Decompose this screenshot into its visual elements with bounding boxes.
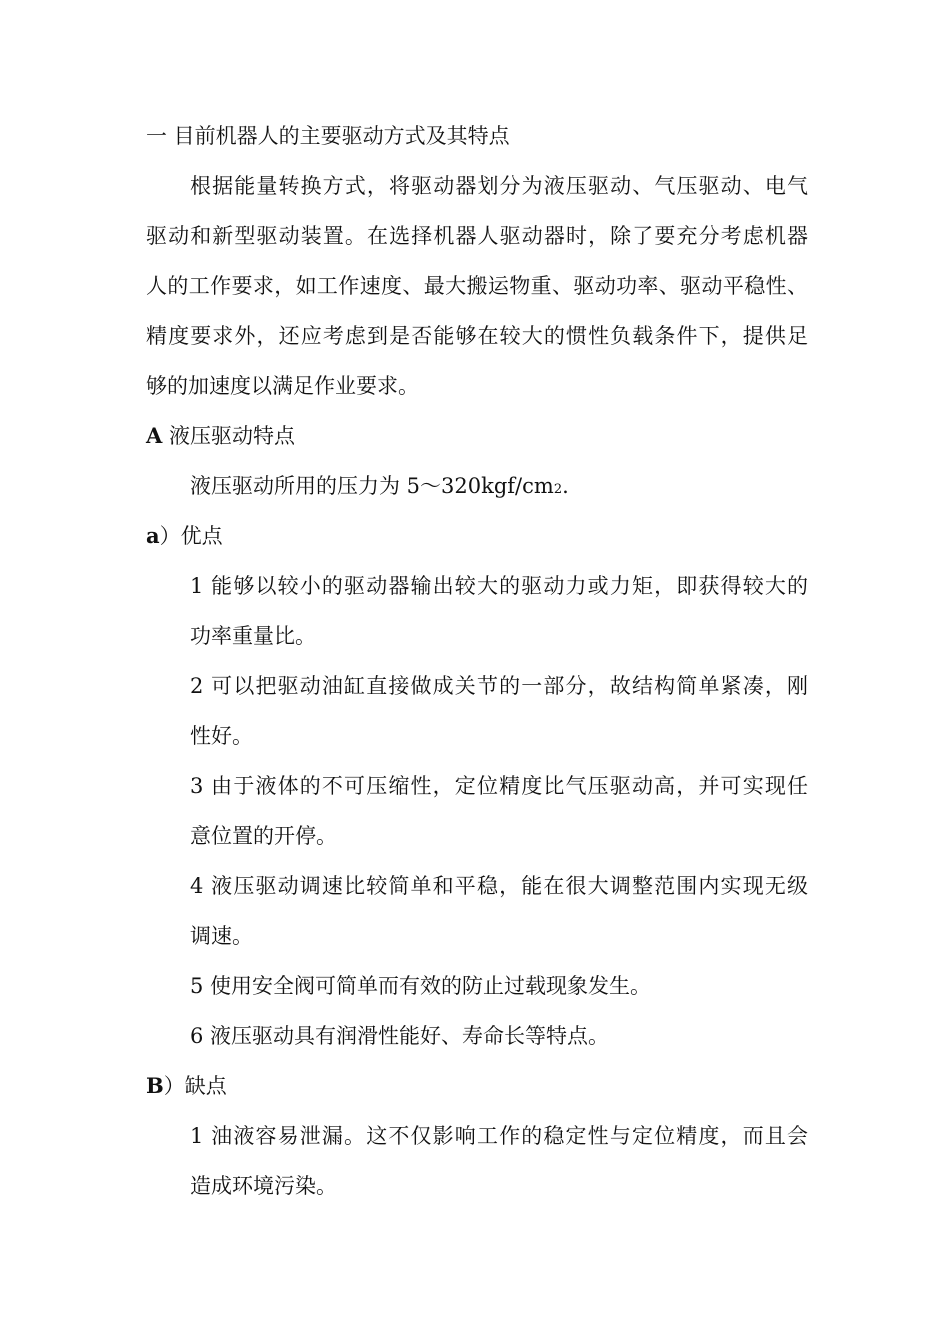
pressure-line xyxy=(190,472,569,504)
advantage-5-line-1: 5 使用安全阀可简单而有效的防止过载现象发生。 xyxy=(190,974,652,998)
advantages-label: a xyxy=(146,523,160,548)
subsection-a-title: 液压驱动特点 xyxy=(162,424,295,448)
advantage-2-line-1: 2 可以把驱动油缸直接做成关节的一部分，故结构简单紧凑，刚 xyxy=(190,674,808,698)
advantage-3-line-1: 3 由于液体的不可压缩性，定位精度比气压驱动高，并可实现任 xyxy=(190,774,808,798)
advantage-2-line-2: 性好。 xyxy=(190,724,253,748)
disadvantages-heading xyxy=(146,1072,227,1100)
disadvantages-label: B xyxy=(146,1073,164,1098)
intro-line-4: 精度要求外，还应考虑到是否能够在较大的惯性负载条件下，提供足 xyxy=(146,324,808,348)
advantages-title: ）优点 xyxy=(159,524,223,548)
pressure-text: 液压驱动所用的压力为 5～320kgf/cm xyxy=(190,474,554,498)
subsection-a-label: A xyxy=(146,423,163,448)
disadvantage-1-line-1: 1 油液容易泄漏。这不仅影响工作的稳定性与定位精度，而且会 xyxy=(190,1124,808,1148)
advantages-heading xyxy=(146,522,223,550)
disadvantages-title: ）缺点 xyxy=(163,1074,227,1098)
advantage-1-line-1: 1 能够以较小的驱动器输出较大的驱动力或力矩，即获得较大的 xyxy=(190,574,808,598)
advantage-1-line-2: 功率重量比。 xyxy=(190,624,316,648)
advantage-3-line-2: 意位置的开停。 xyxy=(190,824,337,848)
subsection-a-heading xyxy=(146,422,295,450)
advantage-4-line-1: 4 液压驱动调速比较简单和平稳，能在很大调整范围内实现无级 xyxy=(190,874,808,898)
intro-line-3: 人的工作要求，如工作速度、最大搬运物重、驱动功率、驱动平稳性、 xyxy=(146,274,808,298)
intro-line-1: 根据能量转换方式，将驱动器划分为液压驱动、气压驱动、电气 xyxy=(190,174,808,198)
advantage-4-line-2: 调速。 xyxy=(190,924,253,948)
pressure-end: . xyxy=(562,474,569,498)
section-heading: 一 目前机器人的主要驱动方式及其特点 xyxy=(146,124,510,148)
intro-line-5: 够的加速度以满足作业要求。 xyxy=(146,374,419,398)
disadvantage-1-line-2: 造成环境污染。 xyxy=(190,1174,337,1198)
intro-line-2: 驱动和新型驱动装置。在选择机器人驱动器时，除了要充分考虑机器 xyxy=(146,224,808,248)
pressure-superscript: 2 xyxy=(553,482,563,497)
advantage-6-line-1: 6 液压驱动具有润滑性能好、寿命长等特点。 xyxy=(190,1024,610,1048)
